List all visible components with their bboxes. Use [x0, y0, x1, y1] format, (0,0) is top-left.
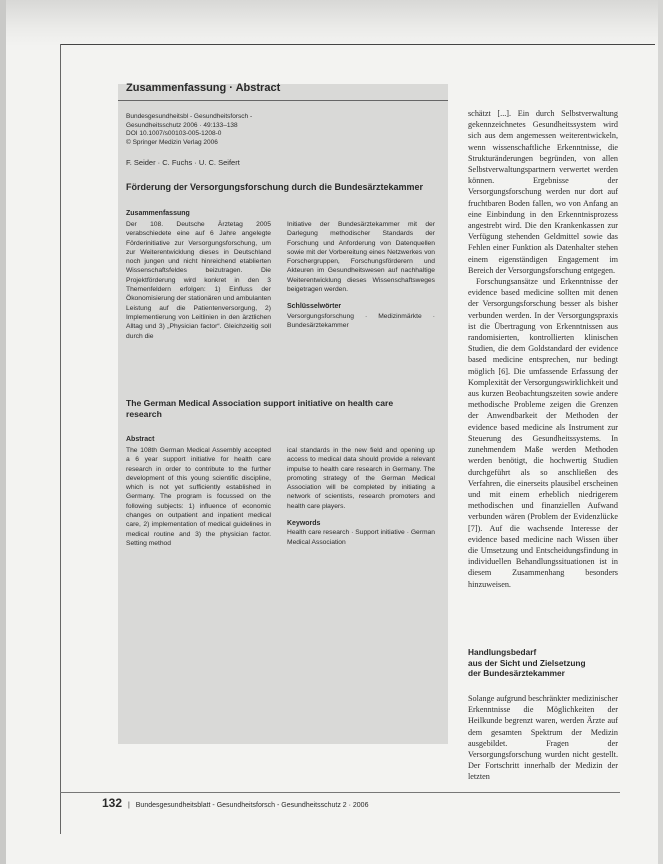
body-paragraph: Forschungsansätze und Erkenntnisse der evidence based medicine sollten mit denen der Versorgungsforschung besser als bisher verbunden werden. In der Versorgungspraxis ist die Übertragung von Erkenntnissen aus randomisierten, kontrollierten klinischen Studien, die dem Goldstandard der evidence based medicine entsprechen, nur bedingt möglich [6]. Die umfassende Erfassung der Komplexität der Versorgungswirklichkeit und aus kurzen Beobachtungszeiten sowie andere methodische Probleme zeigen die Grenzen der Anwendbarkeit der Methoden der evidence based medicine als Instrument zur Steuerung des Gesundheitssystems. In zunehmendem Maße werden Methoden werden benötigt, die hochwertig Studien durchgeführt als so anschließen des Verfahren, die einerseits plausibel erscheinen und mit einem erheblich niedrigerem methodischen und finanziellen Aufwand verbunden wären (Problem der Evidenzlücke [7]). Auf die wachsende Interesse der evidence based medicine nach Wissen über die Umsetzung und Entscheidungsfindung in individuellen Behandlungssituationen ist in diesem Zusammenhang besonders hinzuweisen. — [468, 277, 619, 589]
body-column-right — [468, 108, 618, 590]
page-footer — [102, 796, 368, 810]
citation-block — [126, 113, 306, 147]
citation-line: Bundesgesundheitsbl - Gesundheitsforsch - — [126, 113, 253, 120]
zusammenfassung-col-1 — [126, 220, 271, 341]
journal-reference: Bundesgesundheitsblatt - Gesundheitsforsch - Gesundheitsschutz 2 · 2006 — [135, 802, 369, 809]
citation-line: © Springer Medizin Verlag 2006 — [126, 138, 218, 146]
article-title-de: Förderung der Versorgungsforschung durch die Bundesärztekammer — [126, 182, 424, 192]
zusammenfassung-text-1: Der 108. Deutsche Ärztetag 2005 verabschiedete eine auf 6 Jahre angelegte Förderinitiative zur Versorgungsforschung, um zur Weiterentwicklung dieses in Deutschland noch jungen und nicht hinreichend etablierten Wissenschaftsfeldes beizutragen. Die Projektförderung wird konkret in den 3 Themenfeldern erfolgen: 1) Einfluss der Ökonomisierung der stationären und ambulanten Leistung auf die Patientenversorgung, 2) Implementierung von Leitlinien in den ärztlichen Alltag und 3) „Physician factor“. Gleichzeitig soll durch die — [126, 221, 271, 340]
article-title-en: The German Medical Association support initiative on health care research — [126, 398, 394, 419]
heading-line: der Bundesärztekammer — [468, 668, 565, 678]
abstract-col-2 — [287, 446, 435, 547]
authors: F. Seider · C. Fuchs · U. C. Seifert — [126, 158, 240, 167]
schluesselwoerter-text: Versorgungsforschung · Medizinmärkte · Bundesärztekammer — [287, 312, 435, 329]
abstract-heading: Abstract — [126, 436, 155, 443]
page-left-rule — [60, 44, 61, 834]
abstract-col-1 — [126, 446, 271, 548]
heading-line: aus der Sicht und Zielsetzung — [468, 657, 586, 668]
zusammenfassung-heading: Zusammenfassung — [126, 210, 190, 217]
page-number: 132 — [102, 796, 123, 810]
keywords-text: Health care research · Support initiative · German Medical Association — [287, 529, 435, 546]
citation-line: DOI 10.1007/s00103-005-1208-0 — [126, 130, 222, 138]
schluesselwoerter-heading: Schlüsselwörter — [287, 303, 342, 311]
heading-line: Handlungsbedarf — [468, 647, 537, 657]
section-heading-handlungsbedarf — [468, 647, 618, 679]
page-top-rule — [60, 44, 655, 45]
scan-shadow-right — [658, 0, 663, 864]
abstract-text-1: The 108th German Medical Assembly accepted a 6 year support initiative for health care research in order to contribute to the further development of this young scientific discipline, which is not yet sufficiently established in Germany. The program is focussed on the following subjects: 1) influence of economic changes on outpatient and inpatient medical care, 2) implementation of medical guidelines in medical routine and 3) the physician factor. Setting method — [126, 447, 271, 547]
citation-line: Gesundheitsschutz 2006 · 49:133–138 — [126, 121, 238, 129]
zusammenfassung-col-2 — [287, 220, 435, 330]
body-paragraph: schätzt [...]. Ein durch Selbstverwaltung gekennzeichnetes Gesundheitssystem wird sich aus dem angemessen weiterentwickeln, wenn wissenschaftliche Erkenntnisse, die Strukturänderungen begründen, von allen Selbstverwaltungspartnern verwertet werden können. Ergebnisse der Versorgungsforschung werden nur dort auf fruchtbaren Boden fallen, wo von Anfang an eine Einbindung in den Erkenntnisprozess angestrebt wird. Die den Krankenkassen zur Verfügung stehenden Geldmittel sowie das Fehlen einer Funktion als Datenhalter stehen einem eigenständigen Engagement im Bereich der Versorgungsforschung entgegen. — [468, 109, 618, 275]
abstract-text-2: ical standards in the new field and opening up access to medical data should provide a relevant impulse to health care research in Germany. The promoting strategy of the German Medical Association will be completed by initiating a network of scientists, research promoters and health care players. — [287, 447, 435, 510]
scan-shadow-top — [0, 0, 663, 46]
zusammenfassung-text-2: Initiative der Bundesärztekammer mit der Darlegung methodischer Standards der Forschung und Anforderung von Datenquellen sowie mit der Vorbereitung eines Netzwerkes von Forschergruppen, Forschungsförderern und Akteuren im Gesundheitswesen auf nachhaltige Weiterentwicklung dieses Wissenschaftsweges beigetragen werden. — [287, 221, 435, 294]
footer-rule — [60, 792, 620, 793]
scan-shadow-left — [0, 0, 6, 864]
footer-separator: | — [127, 802, 130, 809]
keywords-heading: Keywords — [287, 520, 321, 528]
section-title: Zusammenfassung · Abstract — [126, 82, 281, 94]
body-paragraph-after-heading: Solange aufgrund beschränkter medizinischer Erkenntnisse die Möglichkeiten der Heilkunde begrenzt waren, werden Ärzte auf dem gesamten Spektrum der Medizin ausgebildet. Fragen der Versorgungsforschung wurden nicht gestellt. Der Fortschritt innerhalb der Medizin der letzten — [468, 694, 618, 782]
